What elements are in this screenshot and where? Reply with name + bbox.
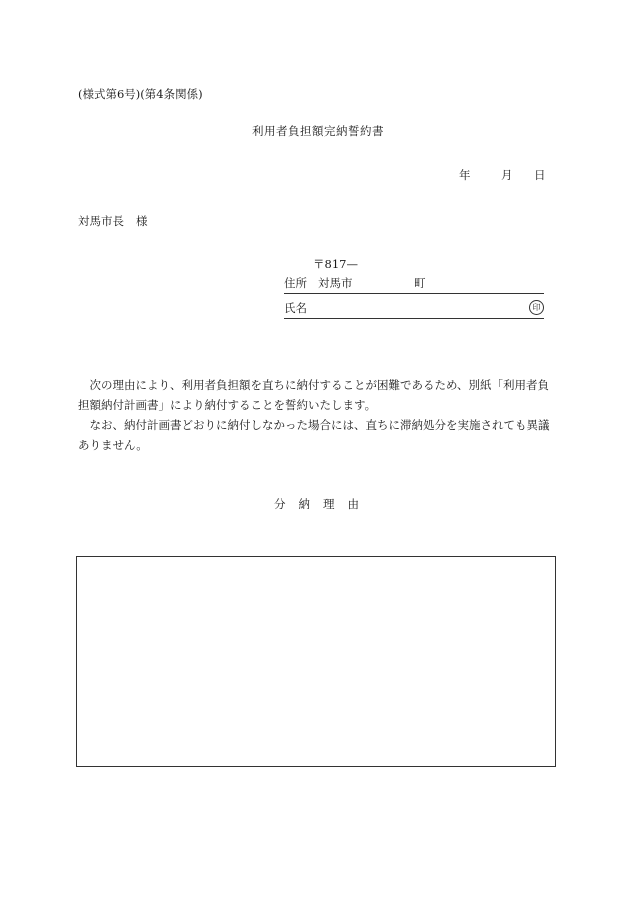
section-title: 分納理由: [274, 497, 372, 511]
document-title: 利用者負担額完納誓約書: [252, 124, 384, 138]
date-year-label: 年: [459, 168, 471, 182]
address-field[interactable]: [284, 275, 544, 294]
address-label: 住所: [284, 276, 307, 290]
reason-input-box[interactable]: [76, 556, 556, 767]
form-number: (様式第6号)(第4条関係): [78, 87, 203, 101]
postal-code: 〒817—: [313, 257, 358, 271]
addressee-name: 対馬市長: [78, 214, 124, 228]
seal-icon: 印: [529, 300, 544, 315]
date-month-label: 月: [501, 168, 513, 182]
addressee: [78, 213, 148, 229]
declaration-paragraph-2: なお、納付計画書どおりに納付しなかった場合には、直ちに滞納処分を実施されても異議ありません。: [78, 418, 550, 452]
date-row: [459, 167, 546, 183]
declaration-paragraph-1: 次の理由により、利用者負担額を直ちに納付することが困難であるため、別紙「利用者負担額納付計画書」により納付することを誓約いたします。: [78, 378, 550, 412]
address-town: 町: [414, 276, 426, 290]
declaration-text: [78, 375, 556, 455]
name-label: 氏名: [284, 301, 307, 315]
address-city: 対馬市: [318, 276, 353, 290]
date-day-label: 日: [534, 168, 546, 182]
name-field[interactable]: [284, 300, 544, 319]
addressee-honorific: 様: [136, 214, 148, 228]
